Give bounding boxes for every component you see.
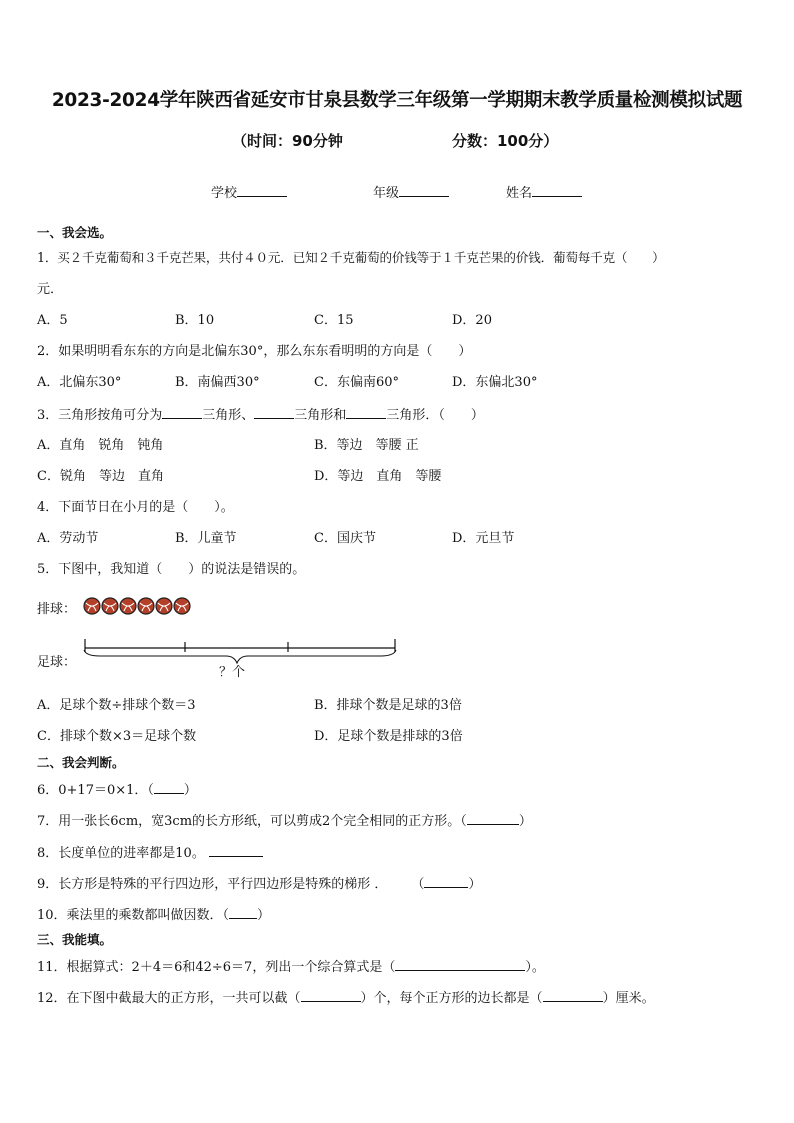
volleyball-row-icon [82,595,192,617]
q3-text-part4: 三角形．（ ） [386,408,484,423]
q2-option-a[interactable]: A．北偏东30° [37,375,122,390]
q6-text-part2: ） [183,783,197,798]
q4-text: 4．下面节日在小月的是（ ）。 [37,500,234,515]
q3-blank-1[interactable] [162,406,202,419]
section-2-heading: 二、我会判断。 [37,755,125,770]
q3-blank-2[interactable] [254,406,294,419]
q5-option-d[interactable]: D．足球个数是排球的3倍 [314,729,463,744]
name-field [506,182,582,201]
grade-field [373,182,449,201]
q8-text-part1: 8．长度单位的进率都是10。 [37,846,205,861]
q7-text-part2: ） [518,814,532,829]
q12-answer-blank-1[interactable] [301,989,361,1002]
exam-title: 2023-2024学年陕西省延安市甘泉县数学三年级第一学期期末教学质量检测模拟试题 [51,90,743,111]
q3-text [37,406,484,424]
q1-option-a[interactable]: A．5 [37,313,68,328]
q7-text-part1: 7．用一张长6cm，宽3cm的长方形纸，可以剪成2个完全相同的正方形。（ [37,814,467,829]
volleyball-label: 排球： [37,602,77,617]
q3-option-b[interactable]: B．等边 等腰 正 [314,438,419,453]
q8-answer-blank[interactable] [209,844,263,857]
name-label: 姓名 [506,186,533,201]
q11-text-part1: 11．根据算式：2＋4＝6和42÷6＝7，列出一个综合算式是（ [37,960,396,975]
q5-text: 5．下图中，我知道（ ）的说法是错误的。 [37,562,306,577]
section-3-heading: 三、我能填。 [37,932,113,947]
q7-answer-blank[interactable] [467,812,519,825]
q9-text [37,875,481,893]
brace-label: ？个 [219,665,246,680]
q1-text-line1: 1．买２千克葡萄和３千克芒果，共付４０元．已知２千克葡萄的价钱等于１千克芒果的价钱．葡萄每千克（ ） [37,250,665,265]
school-field [211,182,287,201]
q6-text [37,781,197,799]
q1-option-d[interactable]: D．20 [452,313,492,328]
q8-text [37,844,263,862]
q3-option-c[interactable]: C．锐角 等边 直角 [37,469,164,484]
q7-text [37,812,532,830]
q4-option-d[interactable]: D．元旦节 [452,531,515,546]
q12-text-part2: ）个，每个正方形的边长都是（ [360,991,543,1006]
q12-answer-blank-2[interactable] [543,989,603,1002]
q2-option-c[interactable]: C．东偏南60° [314,375,399,390]
q2-option-b[interactable]: B．南偏西30° [175,375,260,390]
school-label: 学校 [211,186,238,201]
q11-answer-blank[interactable] [395,958,525,971]
q5-option-b[interactable]: B．排球个数是足球的3倍 [314,698,462,713]
name-blank[interactable] [532,183,582,197]
q1-text-line2: 元． [37,282,64,297]
q3-text-part3: 三角形和 [294,408,347,423]
volleyball-icon [138,598,154,614]
q12-text-part1: 12．在下图中截最大的正方形，一共可以截（ [37,991,301,1006]
grade-label: 年级 [373,186,400,201]
q4-option-c[interactable]: C．国庆节 [314,531,376,546]
q1-option-c[interactable]: C．15 [314,313,354,328]
q11-text-part2: ）。 [525,960,545,975]
q6-text-part1: 6．0+17＝0×1．（ [37,783,154,798]
q12-text-part3: ）厘米。 [602,991,655,1006]
q3-text-part2: 三角形、 [202,408,255,423]
q3-text-part1: 3．三角形按角可分为 [37,408,163,423]
q1-option-b[interactable]: B．10 [175,313,215,328]
volleyball-icon [84,598,100,614]
q9-text-part2: （ [411,877,425,892]
q4-option-b[interactable]: B．儿童节 [175,531,237,546]
q11-text [37,958,545,976]
grade-blank[interactable] [399,183,449,197]
q10-text [37,906,270,924]
q12-text [37,989,655,1007]
q9-text-part1: 9．长方形是特殊的平行四边形，平行四边形是特殊的梯形 ． [37,877,388,892]
volleyball-icon [156,598,172,614]
time-label: （时间：90分钟 [232,132,343,150]
q3-option-d[interactable]: D．等边 直角 等腰 [314,469,442,484]
q5-option-c[interactable]: C．排球个数×3＝足球个数 [37,729,197,744]
q9-answer-blank[interactable] [424,875,468,888]
q3-option-a[interactable]: A．直角 锐角 钝角 [37,438,164,453]
q10-text-part2: ） [257,908,271,923]
q5-option-a[interactable]: A．足球个数÷排球个数＝3 [37,698,196,713]
q6-answer-blank[interactable] [154,781,184,794]
score-label: 分数：100分） [452,132,559,150]
school-blank[interactable] [237,183,287,197]
volleyball-icon [102,598,118,614]
section-1-heading: 一、我会选。 [37,225,113,240]
q10-text-part1: 10．乘法里的乘数都叫做因数．（ [37,908,230,923]
q10-answer-blank[interactable] [229,906,257,919]
q2-option-d[interactable]: D．东偏北30° [452,375,538,390]
volleyball-icon [120,598,136,614]
q4-option-a[interactable]: A．劳动节 [37,531,99,546]
volleyball-icon [174,598,190,614]
q9-text-part3: ） [468,877,482,892]
q2-text: 2．如果明明看东东的方向是北偏东30°，那么东东看明明的方向是（ ） [37,344,472,359]
football-label: 足球： [37,655,77,670]
q3-blank-3[interactable] [346,406,386,419]
